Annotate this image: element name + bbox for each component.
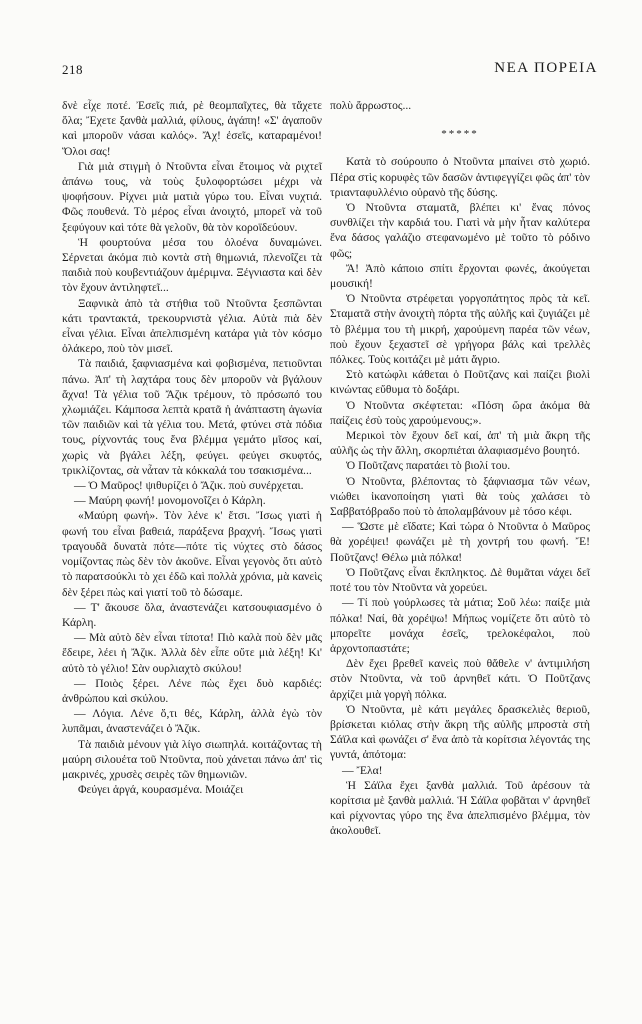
paragraph: — Μαύρη φωνή! μονομονοΐζει ὁ Κάρλη.: [74, 494, 266, 508]
page-number: 218: [62, 62, 83, 77]
paragraph: — Ποιὸς ξέρει. Λένε πὼς ἔχει δυὸ καρδιές: ἀνθρώπου καὶ σκύλου.: [62, 676, 322, 705]
paragraph: Ὁ Ντοῦντα σκέφτεται: «Πόση ὥρα ἀκόμα θὰ παίζεις ἐσὺ τοὺς χαρούμενους;».: [330, 398, 590, 427]
journal-title: ΝΕΑ ΠΟΡΕΙΑ: [494, 60, 598, 76]
paragraph: Ξαφνικὰ ἀπὸ τὰ στήθια τοῦ Ντοῦντα ξεσπῶνται κάτι τραντακτά, τρεκουρνιστὰ γέλια. Αὐτὰ πιὰ δὲν εἶναι γέλια. Εἶναι ἀπελπισμένη κατάρα γιὰ τὸν κόσμο ὁλάκερο, ποὺ τὸν μισεῖ.: [62, 296, 322, 356]
paragraph: Μερικοὶ τὸν ἔχουν δεῖ καί, ἀπ' τὴ μιὰ ἄκρη τῆς αὐλῆς ὡς τὴν ἄλλη, σκορπιέται ἀλαφιασμένο βουητό.: [330, 429, 590, 458]
paragraph: — Ὥστε μὲ εἴδατε; Καὶ τώρα ὁ Ντοῦντα ὁ Μαῦρος θὰ χορέψει! φωνάζει μὲ τὴ χοντρή του φωνή. Ἔ! Ποῦτζανς! Θέλω μιὰ πόλκα!: [330, 520, 590, 564]
paragraph: Δὲν ἔχει βρεθεῖ κανεὶς ποὺ θἄθελε ν' ἀντιμιλήση στὸν Ντοῦντα, νὰ τοῦ ἀρνηθεῖ κάτι. Ὁ Ποῦτζανς ἀρχίζει μιὰ γοργὴ πόλκα.: [330, 657, 590, 701]
paragraph: Ἡ φουρτούνα μέσα του ὁλοένα δυναμώνει. Σέρνεται ἀκόμα πιὸ κοντὰ στὴ θημωνιά, πλενοΐζει τὰ παιδιὰ ποὺ κουβεντιάζουν ἀμέριμνα. Ξέγνιαστα καὶ δὲν τὸν ἔχουν ἀντιληφτεῖ...: [62, 235, 322, 295]
paragraph: Ὁ Ποῦτζανς παρατάει τὸ βιολί του.: [346, 459, 511, 473]
section-separator: *****: [441, 128, 479, 141]
paragraph: — Λόγια. Λένε ὅ,τι θές, Κάρλη, ἀλλὰ ἐγὼ τὸν λυπᾶμαι, ἀναστενάζει ὁ Ἄζικ.: [62, 707, 322, 736]
paragraph: Τὰ παιδιά, ξαφνιασμένα καὶ φοβισμένα, πετιοῦνται πάνω. Ἀπ' τὴ λαχτάρα τους δὲν μποροῦν νὰ βγάλουν ἄχνα! Τὰ γέλια τοῦ Ἄζικ τρέμουν, τὸ πρόσωπό του χλωμιάζει. Κάμποσα λεπτὰ κρατᾶ ἡ ἀνάπταστη ἀγωνία τῶν παιδιῶν καὶ τὰ γέλια του. Μετά, φτύνει στὰ πόδια τους, ρίχνοντάς τους ἕνα βλέμμα γεμάτο μῖσος καί, χωρὶς νὰ βγάλει λέξη, φεύγει. φεύγει σκυφτός, τρικλίζοντας, σὰ νἆταν τὰ κόκκαλά του τσακισμένα...: [62, 357, 322, 477]
right-column: [330, 98, 590, 839]
paragraph: Ὁ Ποῦτζανς εἶναι ἔκπληκτος. Δὲ θυμᾶται νάχει δεῖ ποτέ του τὸν Ντοῦντα νὰ χορεύει.: [330, 565, 590, 595]
paragraph: Ὁ Ντοῦντα σταματᾶ, βλέπει κι' ἕνας πόνος συνθλίζει τὴν καρδιά του. Γιατὶ νὰ μὴν ἦταν καλύτερα ἕνα δάσος γαλάζιο στεφανωμένο μὲ τοῦτο τὸ ρόδινο φῶς;: [330, 201, 590, 260]
paragraph: Ὁ Ντοῦντα στρέφεται γοργοπάτητος πρὸς τὰ κεῖ. Σταματᾶ στὴν ἀνοιχτὴ πόρτα τῆς αὐλῆς καὶ ζυγιάζει μὲ τὸ βλέμμα του τὴ μικρή, χαρούμενη παρέα τῶν νέων, ποὺ ἔχουν ξεχαστεῖ σὲ γρήγορα βάλς καὶ τρελλὲς πόλκες. Τοὺς κοιτάζει μὲ μάτι ἄγριο.: [330, 292, 590, 367]
paragraph: Στὸ κατώφλι κάθεται ὁ Ποῦτζανς καὶ παίζει βιολὶ κινώντας εὔθυμα τὸ δοξάρι.: [330, 368, 590, 397]
paragraph: — Τ' ἄκουσε ὅλα, ἀναστενάζει κατσουφιασμένο ὁ Κάρλη.: [62, 600, 322, 629]
left-column: [62, 98, 322, 797]
paragraph: δνὲ εἶχε ποτέ. Ἐσεῖς πιά, ρὲ θεομπαῖχτες, θὰ τἄχετε ὅλα; Ἔχετε ξανθὰ μαλλιά, φίλους, ἀγάπη! «Σ' ἀγαποῦν καὶ μποροῦν νάσαι καλός». Ἄχ! ἐσεῖς, καταραμένοι! Ὅλοι σας!: [62, 99, 322, 158]
page-header: [62, 62, 598, 86]
paragraph: Γιὰ μιὰ στιγμὴ ὁ Ντοῦντα εἶναι ἕτοιμος νὰ ριχτεῖ ἀπάνω τους, νὰ τοὺς ξυλοφορτώσει μέχρι νὰ ψοφήσουν. Ρίχνει μιὰ ματιὰ γύρω του. Εἶναι νυχτιά. Φῶς πουθενά. Τὸ μέρος εἶναι ἀνοιχτό, μπορεῖ νὰ τοῦ ξεφύγουν καὶ τότε θὰ γελοῦν, θὰ τὸν κοροϊδεύουν.: [62, 159, 322, 234]
paragraph: Ὁ Ντοῦντα, μὲ κάτι μεγάλες δρασκελιὲς θεριοῦ, βρίσκεται κιόλας στὴν ἄκρη τῆς αὐλῆς μπροστὰ στὴ Σάϊλα καὶ φωνάζει σ' ἕνα ἀπὸ τὰ κορίτσια λέγοντάς της γυντά, ἀπότομα:: [330, 702, 590, 762]
paragraph: — Ἔλα!: [342, 763, 383, 777]
paragraph: Φεύγει ἀργά, κουρασμένα. Μοιάζει: [78, 783, 244, 797]
paragraph: — Μὰ αὐτὸ δὲν εἶναι τίποτα! Πιὸ καλὰ ποὺ δὲν μᾶς ἔδειρε, λέει ἡ Ἄζικ. Ἀλλὰ δὲν εἶπε οὔτε μιὰ λέξη! Κι' αὐτὸ τὸ γέλιο! Σὰν ουρλιαχτὸ σκύλου!: [62, 631, 322, 675]
paragraph: Ἡ Σάϊλα ἔχει ξανθὰ μαλλιά. Τοῦ ἀρέσουν τὰ κορίτσια μὲ ξανθὰ μαλλιά. Ἡ Σάϊλα φοβᾶται ν' ἀρνηθεῖ καὶ ρίχνοντας γύρο της ἕνα ἀπελπισμένο βλέμμα, τὸν ἀκολουθεῖ.: [330, 778, 590, 838]
paragraph: Κατὰ τὸ σούρουπο ὁ Ντοῦντα μπαίνει στὸ χωριό. Πέρα στὶς κορυφὲς τῶν δασῶν ἀντιφεγγίζει φῶς ἀπ' τὸν τριανταφυλλένιο οὐρανὸ τῆς δύσης.: [330, 155, 590, 199]
paragraph: Ἄ! Ἀπὸ κάποιο σπίτι ἔρχονται φωνές, ἀκούγεται μουσική!: [330, 261, 590, 291]
paragraph: Τὰ παιδιὰ μένουν γιὰ λίγο σιωπηλά. κοιτάζοντας τὴ μαύρη σιλουέτα τοῦ Ντοῦντα, ποὺ χάνεται πάνω ἀπ' τὶς μακρινές, χρυσὲς σειρὲς τῶν θημωνιῶν.: [62, 737, 322, 781]
paragraph: — Ὁ Μαῦρος! ψιθυρίζει ὁ Ἄζικ. ποὺ συνέρχεται.: [74, 479, 304, 493]
paragraph: Ὁ Ντοῦντα, βλέποντας τὸ ξάφνιασμα τῶν νέων, νιώθει ἱκανοποίηση γιατὶ θὰ τοὺς χαλάσει τὸ Σαββατόβραδο ποὺ τὸ ἀπολαμβάνουν μὲ τόσο κέφι.: [330, 474, 590, 519]
paragraph: «Μαύρη φωνή». Τὸν λένε κ' ἔτσι. Ἴσως γιατὶ ἡ φωνή του εἶναι βαθειά, παράξενα βραχνή. Ἴσως γιατὶ τραγουδᾶ δυνατὰ πότε—πότε τὶς νύχτες στὸ δάσος νομίζοντας πὼς δὲν τὸν ἀκοῦνε. Εἶναι γεγονὸς ὅτι αὐτὸ τὸ παρατσούκλι τὸ χει ἐδῶ καὶ πολλὰ χρόνια, μὰ κανεὶς δὲν ξέρει πὼς καὶ γιατί τοῦ τὸ δώσαμε.: [62, 509, 322, 599]
paragraph: πολὺ ἄρρωστος...: [330, 99, 412, 112]
paragraph: — Τί ποὺ γούρλωσες τὰ μάτια; Σοῦ λέω: παίξε μιὰ πόλκα! Ναί, θὰ χορέψω! Μήπως νομίζετε ὅτι αὐτὸ τὸ μπορεῖτε μονάχα ἐσεῖς, τρελοκέφαλοι, ποὺ ἀρχοντοπαστάτε;: [330, 596, 590, 655]
